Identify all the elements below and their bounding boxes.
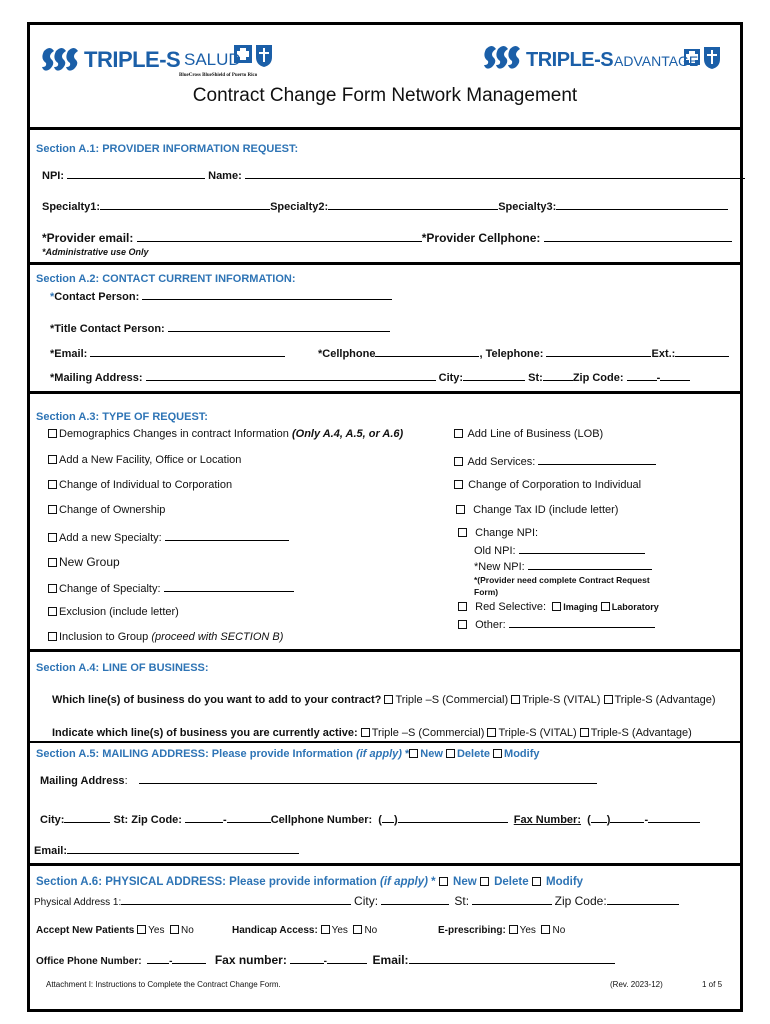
office-phone-dash: - bbox=[169, 956, 173, 967]
old-npi-label: Old NPI: bbox=[474, 545, 516, 557]
npi-note-line1: *(Provider need complete Contract Request bbox=[474, 575, 650, 585]
required-star: * bbox=[50, 291, 55, 303]
change-ind-corp-checkbox[interactable] bbox=[48, 480, 57, 489]
lob-vital-label: Triple-S (VITAL) bbox=[498, 727, 577, 739]
a6-fax-label: Fax number: bbox=[214, 953, 287, 967]
lob-add-advantage-checkbox[interactable] bbox=[604, 695, 613, 704]
no-label: No bbox=[364, 925, 378, 936]
a6-fax-field[interactable] bbox=[327, 953, 367, 964]
a6-delete-label: Delete bbox=[494, 876, 529, 888]
city-label: City: bbox=[438, 372, 464, 384]
section-a1-title: Section A.1: PROVIDER INFORMATION REQUEST: bbox=[36, 143, 299, 155]
a5-mailing-field[interactable] bbox=[139, 773, 597, 784]
a5-zip-ext-field[interactable] bbox=[227, 812, 271, 823]
a5-fax-paren-close: ) bbox=[606, 814, 611, 826]
add-facility-checkbox[interactable] bbox=[48, 455, 57, 464]
a6-city-label: City: bbox=[354, 894, 379, 908]
a5-st-label: St: bbox=[113, 814, 129, 826]
eprescribing-yes-checkbox[interactable] bbox=[509, 925, 518, 934]
a6-new-label: New bbox=[453, 876, 477, 888]
title-contact-label: *Title Contact Person: bbox=[50, 323, 165, 335]
a6-new-checkbox[interactable] bbox=[439, 877, 448, 886]
accept-patients-no-checkbox[interactable] bbox=[170, 925, 179, 934]
a5-fax-field[interactable] bbox=[610, 812, 644, 823]
demographics-label: Demographics Changes in contract Information bbox=[59, 428, 289, 440]
telephone-label: , Telephone: bbox=[479, 348, 544, 360]
admin-note: *Administrative use Only bbox=[42, 247, 149, 257]
contact-person-field[interactable] bbox=[142, 289, 392, 300]
a5-email-label: Email: bbox=[34, 845, 68, 857]
provider-cell-field[interactable] bbox=[544, 231, 732, 242]
a5-fax-paren-open: ( bbox=[587, 814, 591, 826]
laboratory-checkbox[interactable] bbox=[601, 602, 610, 611]
change-tax-label: Change Tax ID (include letter) bbox=[473, 504, 619, 516]
telephone-field[interactable] bbox=[546, 346, 651, 357]
required-star: * bbox=[404, 748, 410, 760]
mailing-field[interactable] bbox=[146, 370, 436, 381]
zip-ext-field[interactable] bbox=[660, 370, 690, 381]
st-field[interactable] bbox=[543, 370, 573, 381]
form-title: Contract Change Form Network Management bbox=[192, 85, 578, 106]
yes-label: Yes bbox=[331, 925, 348, 936]
divider bbox=[30, 391, 740, 394]
a5-cell-paren-close: ) bbox=[393, 814, 398, 826]
name-label: Name: bbox=[208, 170, 242, 182]
a6-city-field[interactable] bbox=[381, 894, 449, 905]
lob-question-active: Indicate which line(s) of business you are currently active: bbox=[52, 727, 358, 739]
add-specialty-label: Add a new Specialty: bbox=[59, 532, 162, 544]
a6-fax-area-field[interactable] bbox=[290, 953, 324, 964]
exclusion-checkbox[interactable] bbox=[48, 607, 57, 616]
lob-advantage-label: Triple-S (Advantage) bbox=[590, 727, 692, 739]
npi-note-line2: Form) bbox=[474, 587, 499, 597]
change-corp-ind-checkbox[interactable] bbox=[454, 480, 463, 489]
a5-new-label: New bbox=[420, 748, 443, 760]
add-services-checkbox[interactable] bbox=[454, 457, 463, 466]
npi-field[interactable] bbox=[67, 168, 205, 179]
a5-mailing-label: Mailing Address bbox=[40, 775, 125, 787]
name-field[interactable] bbox=[245, 168, 745, 179]
left-brand: TRIPLE-S bbox=[84, 47, 181, 72]
handicap-no-checkbox[interactable] bbox=[353, 925, 362, 934]
imaging-checkbox[interactable] bbox=[552, 602, 561, 611]
right-brand-sub: ADVANTAGE bbox=[614, 53, 699, 69]
a6-physical-field[interactable] bbox=[121, 894, 351, 905]
inclusion-label: Inclusion to Group bbox=[59, 631, 149, 643]
office-phone-area-field[interactable] bbox=[147, 953, 169, 964]
a6-st-field[interactable] bbox=[472, 894, 552, 905]
a6-email-label: Email: bbox=[372, 953, 409, 967]
imaging-label: Imaging bbox=[563, 602, 598, 612]
cellphone-field[interactable] bbox=[375, 346, 479, 357]
ext-label: Ext.: bbox=[651, 348, 676, 360]
lob-add-vital-checkbox[interactable] bbox=[511, 695, 520, 704]
left-brand-sub: SALUD bbox=[184, 50, 241, 69]
footer-revision: (Rev. 2023-12) bbox=[610, 980, 663, 989]
new-npi-label: *New NPI: bbox=[474, 561, 525, 573]
triple-s-salud-logo bbox=[42, 39, 282, 87]
lob-question-add: Which line(s) of business do you want to add to your contract? bbox=[52, 694, 382, 706]
section-a4-title: Section A.4: LINE OF BUSINESS: bbox=[36, 662, 209, 674]
office-phone-field[interactable] bbox=[172, 953, 206, 964]
change-specialty-label: Change of Specialty: bbox=[59, 583, 161, 595]
specialty3-field[interactable] bbox=[556, 199, 728, 210]
a5-cell-field[interactable] bbox=[398, 812, 508, 823]
lob-commercial-label: Triple –S (Commercial) bbox=[371, 727, 485, 739]
a6-physical-label: Physical Address 1: bbox=[34, 897, 122, 908]
a6-modify-label: Modify bbox=[546, 876, 584, 888]
handicap-yes-checkbox[interactable] bbox=[321, 925, 330, 934]
no-label: No bbox=[181, 925, 194, 936]
inclusion-note: (proceed with SECTION B) bbox=[151, 631, 284, 643]
specialty2-field[interactable] bbox=[328, 199, 498, 210]
old-npi-field[interactable] bbox=[519, 543, 645, 554]
add-facility-label: Add a New Facility, Office or Location bbox=[59, 454, 242, 466]
a6-delete-checkbox[interactable] bbox=[480, 877, 489, 886]
new-group-checkbox[interactable] bbox=[48, 558, 57, 567]
office-phone-label: Office Phone Number: bbox=[36, 956, 142, 967]
title-contact-field[interactable] bbox=[168, 321, 390, 332]
a5-cell-area-field[interactable] bbox=[382, 812, 394, 823]
change-npi-checkbox[interactable] bbox=[458, 528, 467, 537]
other-checkbox[interactable] bbox=[458, 620, 467, 629]
a5-delete-checkbox[interactable] bbox=[446, 749, 455, 758]
laboratory-label: Laboratory bbox=[611, 602, 659, 612]
change-specialty-field[interactable] bbox=[164, 581, 294, 592]
zip-field[interactable] bbox=[627, 370, 657, 381]
add-specialty-checkbox[interactable] bbox=[48, 533, 57, 542]
specialty2-label: Specialty2: bbox=[270, 201, 329, 213]
a5-modify-label: Modify bbox=[504, 748, 540, 760]
change-specialty-checkbox[interactable] bbox=[48, 584, 57, 593]
footer-page-number: 1 of 5 bbox=[702, 980, 723, 989]
a6-fax-dash: - bbox=[323, 956, 327, 967]
divider bbox=[30, 741, 740, 743]
contact-person-label: Contact Person: bbox=[54, 291, 140, 303]
add-services-label: Add Services: bbox=[467, 456, 536, 468]
a5-cellphone-label: Cellphone Number: bbox=[270, 814, 373, 826]
yes-label: Yes bbox=[148, 925, 165, 936]
npi-label: NPI: bbox=[42, 170, 64, 182]
change-ownership-checkbox[interactable] bbox=[48, 505, 57, 514]
lob-advantage-label: Triple-S (Advantage) bbox=[614, 694, 716, 706]
email-label: *Email: bbox=[50, 348, 88, 360]
other-field[interactable] bbox=[509, 617, 655, 628]
add-lob-label: Add Line of Business (LOB) bbox=[467, 428, 604, 440]
accept-patients-label: Accept New Patients bbox=[36, 925, 135, 936]
lob-add-commercial-checkbox[interactable] bbox=[384, 695, 393, 704]
a5-fax-label: Fax Number: bbox=[513, 814, 581, 826]
change-ownership-label: Change of Ownership bbox=[59, 504, 166, 516]
city-field[interactable] bbox=[463, 370, 525, 381]
left-tagline: BlueCross BlueShield of Puerto Rico bbox=[179, 73, 258, 78]
lob-vital-label: Triple-S (VITAL) bbox=[522, 694, 601, 706]
a6-zip-field[interactable] bbox=[607, 894, 679, 905]
change-ind-corp-label: Change of Individual to Corporation bbox=[59, 479, 233, 491]
change-tax-checkbox[interactable] bbox=[456, 505, 465, 514]
ext-field[interactable] bbox=[675, 346, 729, 357]
zip-dash: - bbox=[656, 372, 661, 384]
a5-delete-label: Delete bbox=[456, 748, 490, 760]
accept-patients-yes-checkbox[interactable] bbox=[137, 925, 146, 934]
other-label: Other: bbox=[475, 619, 506, 631]
a5-fax-area-field[interactable] bbox=[591, 812, 607, 823]
lob-commercial-label: Triple –S (Commercial) bbox=[395, 694, 509, 706]
provider-email-field[interactable] bbox=[137, 231, 422, 242]
mailing-label: *Mailing Address: bbox=[50, 372, 143, 384]
specialty1-field[interactable] bbox=[100, 199, 270, 210]
add-lob-checkbox[interactable] bbox=[454, 429, 463, 438]
a5-zip-label: Zip Code: bbox=[131, 814, 182, 826]
change-npi-label: Change NPI: bbox=[475, 527, 539, 539]
add-services-field[interactable] bbox=[538, 454, 656, 465]
footer-attachment: Attachment I: Instructions to Complete the Contract Change Form. bbox=[46, 980, 281, 989]
new-group-label: New Group bbox=[59, 555, 120, 569]
a6-email-field[interactable] bbox=[409, 953, 615, 964]
new-npi-field[interactable] bbox=[528, 559, 652, 570]
exclusion-label: Exclusion (include letter) bbox=[59, 606, 179, 618]
st-label: St: bbox=[528, 372, 543, 384]
handicap-label: Handicap Access: bbox=[232, 925, 318, 936]
eprescribing-no-checkbox[interactable] bbox=[541, 925, 550, 934]
required-star: * bbox=[431, 876, 436, 888]
a5-city-field[interactable] bbox=[64, 812, 110, 823]
yes-label: Yes bbox=[519, 925, 536, 936]
provider-cell-label: *Provider Cellphone: bbox=[421, 231, 541, 245]
a6-zip-label: Zip Code: bbox=[554, 894, 607, 908]
lob-active-advantage-checkbox[interactable] bbox=[580, 728, 589, 737]
lob-active-commercial-checkbox[interactable] bbox=[361, 728, 370, 737]
change-corp-ind-label: Change of Corporation to Individual bbox=[468, 479, 642, 491]
a6-modify-checkbox[interactable] bbox=[532, 877, 541, 886]
a5-zip-dash: - bbox=[223, 814, 227, 826]
red-selective-checkbox[interactable] bbox=[458, 602, 467, 611]
no-label: No bbox=[552, 925, 566, 936]
inclusion-checkbox[interactable] bbox=[48, 632, 57, 641]
a6-st-label: St: bbox=[454, 894, 470, 908]
if-apply-note: (if apply) bbox=[380, 876, 428, 888]
demographics-checkbox[interactable] bbox=[48, 429, 57, 438]
right-brand: TRIPLE-S bbox=[526, 49, 614, 71]
a5-email-field[interactable] bbox=[67, 843, 299, 854]
email-field[interactable] bbox=[90, 346, 285, 357]
demographics-note: (Only A.4, A.5, or A.6) bbox=[291, 428, 404, 440]
divider bbox=[30, 649, 740, 652]
divider bbox=[30, 262, 740, 265]
a5-fax-dash: - bbox=[644, 814, 649, 826]
a5-new-checkbox[interactable] bbox=[409, 749, 418, 758]
a5-modify-checkbox[interactable] bbox=[493, 749, 502, 758]
section-a2-title: Section A.2: CONTACT CURRENT INFORMATION: bbox=[36, 273, 296, 285]
a5-city-label: City: bbox=[40, 814, 65, 826]
lob-active-vital-checkbox[interactable] bbox=[487, 728, 496, 737]
a5-zip-field[interactable] bbox=[185, 812, 223, 823]
provider-email-label: *Provider email: bbox=[42, 231, 134, 245]
divider bbox=[30, 127, 740, 130]
cellphone-label: *Cellphone bbox=[318, 348, 376, 360]
if-apply-note: (if apply) bbox=[356, 748, 402, 760]
zip-label: Zip Code: bbox=[572, 372, 624, 384]
add-specialty-field[interactable] bbox=[165, 530, 289, 541]
triple-s-advantage-logo bbox=[480, 43, 730, 83]
a5-cell-paren-open: ( bbox=[378, 814, 382, 826]
form-page: TRIPLE-S SALUD BlueCross BlueShield of Puerto Rico TRIPLE-S ADVANTAGE Contract Change Form Network Management Section A.1: PROVIDER INFORMATION REQUEST: NPI: Name: Specialty1: Specialty2: Specialty3: *Provider email: *Provider Cellphone: *Administrative use Only Section A.2: CONTACT CURRENT INFORMATION: *Contact Person: *Title Contact Person: *Email: *Cellphone , Telephone: Ext.: *Mailing Address: City: St: Zip Code: - Section A.3: TYPE OF REQUEST: Demographics Changes in contract Information (Only A.4, A.5, or A.6) Add a New Facility, Office or Location Change of Individual to Corporation Change of Ownership Add a new Specialty: New Group Change of Specialty: Exclusion (include letter) Inclusion to Group (proceed with SECTION B) Add Line of Business (LOB) Add Services: Change of Corporation to Individual Change Tax ID (include letter) Change NPI: Old NPI: *New NPI: *(Provider need complete Contract Request Form) Red Selective: Imaging Laboratory Other: Section A.4: LINE OF BUSINESS: Which line(s) of business do you want to add to your contract? Triple –S (Commercial) Triple-S (VITAL) Triple-S (Advantage) Indicate which line(s) of business you are currently active: Triple –S (Commercial) Triple-S (VITAL) Triple-S (Advantage) Section A.5: MAILING ADDRESS: Please provide Information (if apply) * New Delete Modify Mailing Address: City: St: Zip Code: - Cellphone Number: ( ) Fax Number: ( ) - Email: Section A.6: PHYSICAL ADDRESS: Please provide information (if apply) * New Delete Modify Physical Address 1: City: St: Zip Code: Accept New Patients Yes No Handicap Access: Yes No E-prescribing: Yes No Office Phone Number: - Fax number: - Email: Attachment I: Instructions to Complete the Contract Change Form. (Rev. 2023-12) 1 of 5 bbox=[27, 22, 743, 1012]
eprescribing-label: E-prescribing: bbox=[438, 925, 506, 936]
red-selective-label: Red Selective: bbox=[475, 601, 547, 613]
section-a5-title: Section A.5: MAILING ADDRESS: Please provide Information bbox=[36, 748, 354, 760]
specialty3-label: Specialty3: bbox=[498, 201, 557, 213]
section-a6-title: Section A.6: PHYSICAL ADDRESS: Please provide information bbox=[36, 876, 377, 888]
specialty1-label: Specialty1: bbox=[42, 201, 101, 213]
a5-fax-ext-field[interactable] bbox=[648, 812, 700, 823]
divider bbox=[30, 863, 740, 866]
section-a3-title: Section A.3: TYPE OF REQUEST: bbox=[36, 411, 208, 423]
